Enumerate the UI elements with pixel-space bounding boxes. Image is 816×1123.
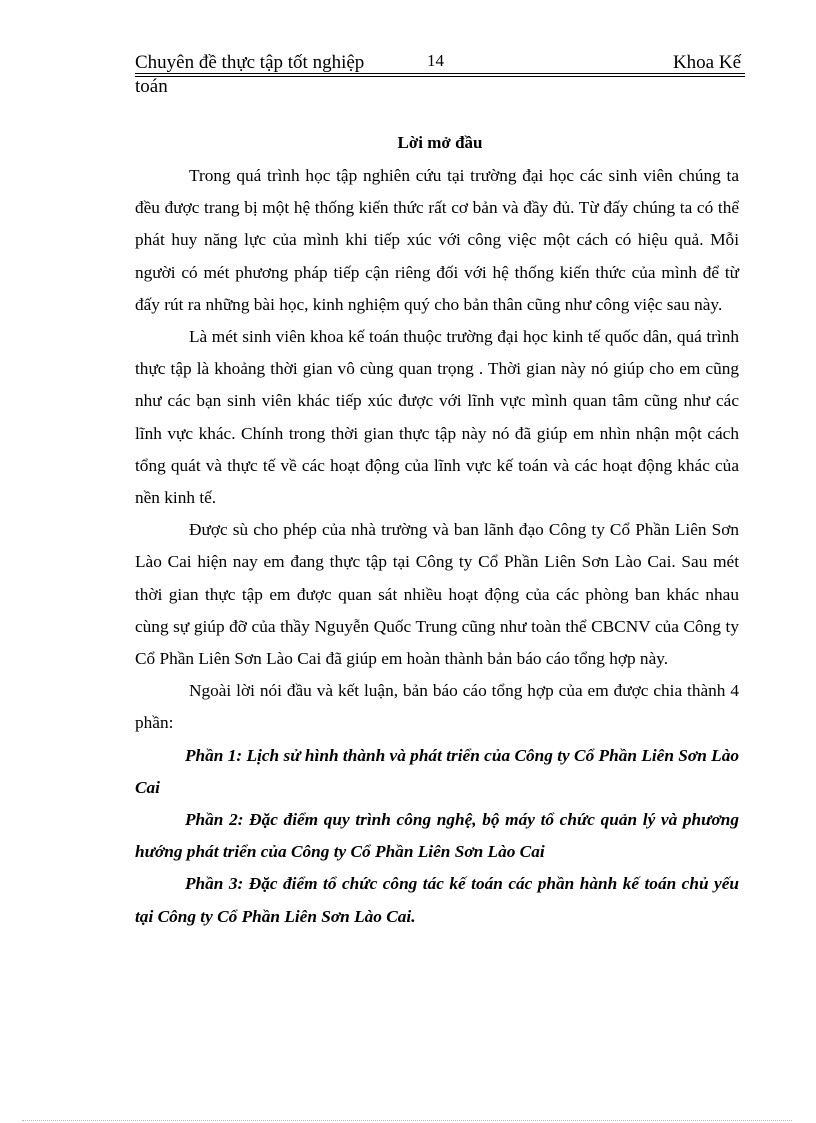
header-right-text: Khoa Kế [672,52,741,73]
document-body [135,160,739,933]
section-heading-part-2: Phần 2: Đặc điểm quy trình công nghệ, bộ máy tổ chức quản lý và phương hướng phát triển của Công ty Cổ Phần Liên Sơn Lào Cai [135,810,739,862]
section-heading-part-1: Phần 1: Lịch sử hình thành và phát triển của Công ty Cổ Phần Liên Sơn Lào Cai [135,745,739,797]
paragraph: Được sù cho phép của nhà trường và ban lãnh đạo Công ty Cổ Phần Liên Sơn Lào Cai hiện nay em đang thực tập tại Công ty Cổ Phần Liên Sơn Lào Cai. Sau mét thời gian thực tập em được quan sát nhiều hoạt động của các phòng ban khác nhau cùng sự giúp đỡ của thầy Nguyễn Quốc Trung cũng như toàn thể CBCNV của Công ty Cổ Phần Liên Sơn Lào Cai đã giúp em hoàn thành bản báo cáo tổng hợp này. [135,520,739,669]
page-number: 14 [427,51,444,70]
section-heading-part-3: Phần 3: Đặc điểm tổ chức công tác kế toán các phần hành kế toán chủ yếu tại Công ty Cổ Phần Liên Sơn Lào Cai. [135,874,739,926]
paragraph: Trong quá trình học tập nghiên cứu tại trường đại học các sinh viên chúng ta đều được trang bị một hệ thống kiến thức rất cơ bản và đầy đủ. Từ đấy chúng ta có thể phát huy năng lực của mình khi tiếp xúc với công việc một cách có hiệu quả. Mỗi người có mét phương pháp tiếp cận riêng đối với hệ thống kiến thức của mình để từ đấy rút ra những bài học, kinh nghiệm quý cho bản thân cũng như công việc sau này. [135,166,739,314]
header-rule-top [135,73,745,74]
header-continuation: toán [135,76,168,97]
header-rule-bottom [135,76,745,77]
document-title: Lời mở đầu [397,133,483,152]
header-left-text: Chuyên đề thực tập tốt nghiệp [135,52,365,73]
footer-divider [22,1120,792,1121]
paragraph: Là mét sinh viên khoa kế toán thuộc trường đại học kinh tế quốc dân, quá trình thực tập là khoảng thời gian vô cùng quan trọng . Thời gian này nó giúp cho em cũng như các bạn sinh viên khác tiếp xúc được với lĩnh vực mình quan tâm cũng như các lĩnh vực khác. Chính trong thời gian thực tập này nó đã giúp em nhìn nhận một cách tổng quát và thực tế về các hoạt động của lĩnh vực kế toán và các hoạt động khác của nền kinh tế. [135,327,739,508]
paragraph: Ngoài lời nói đầu và kết luận, bản báo cáo tổng hợp của em được chia thành 4 phần: [135,681,739,733]
